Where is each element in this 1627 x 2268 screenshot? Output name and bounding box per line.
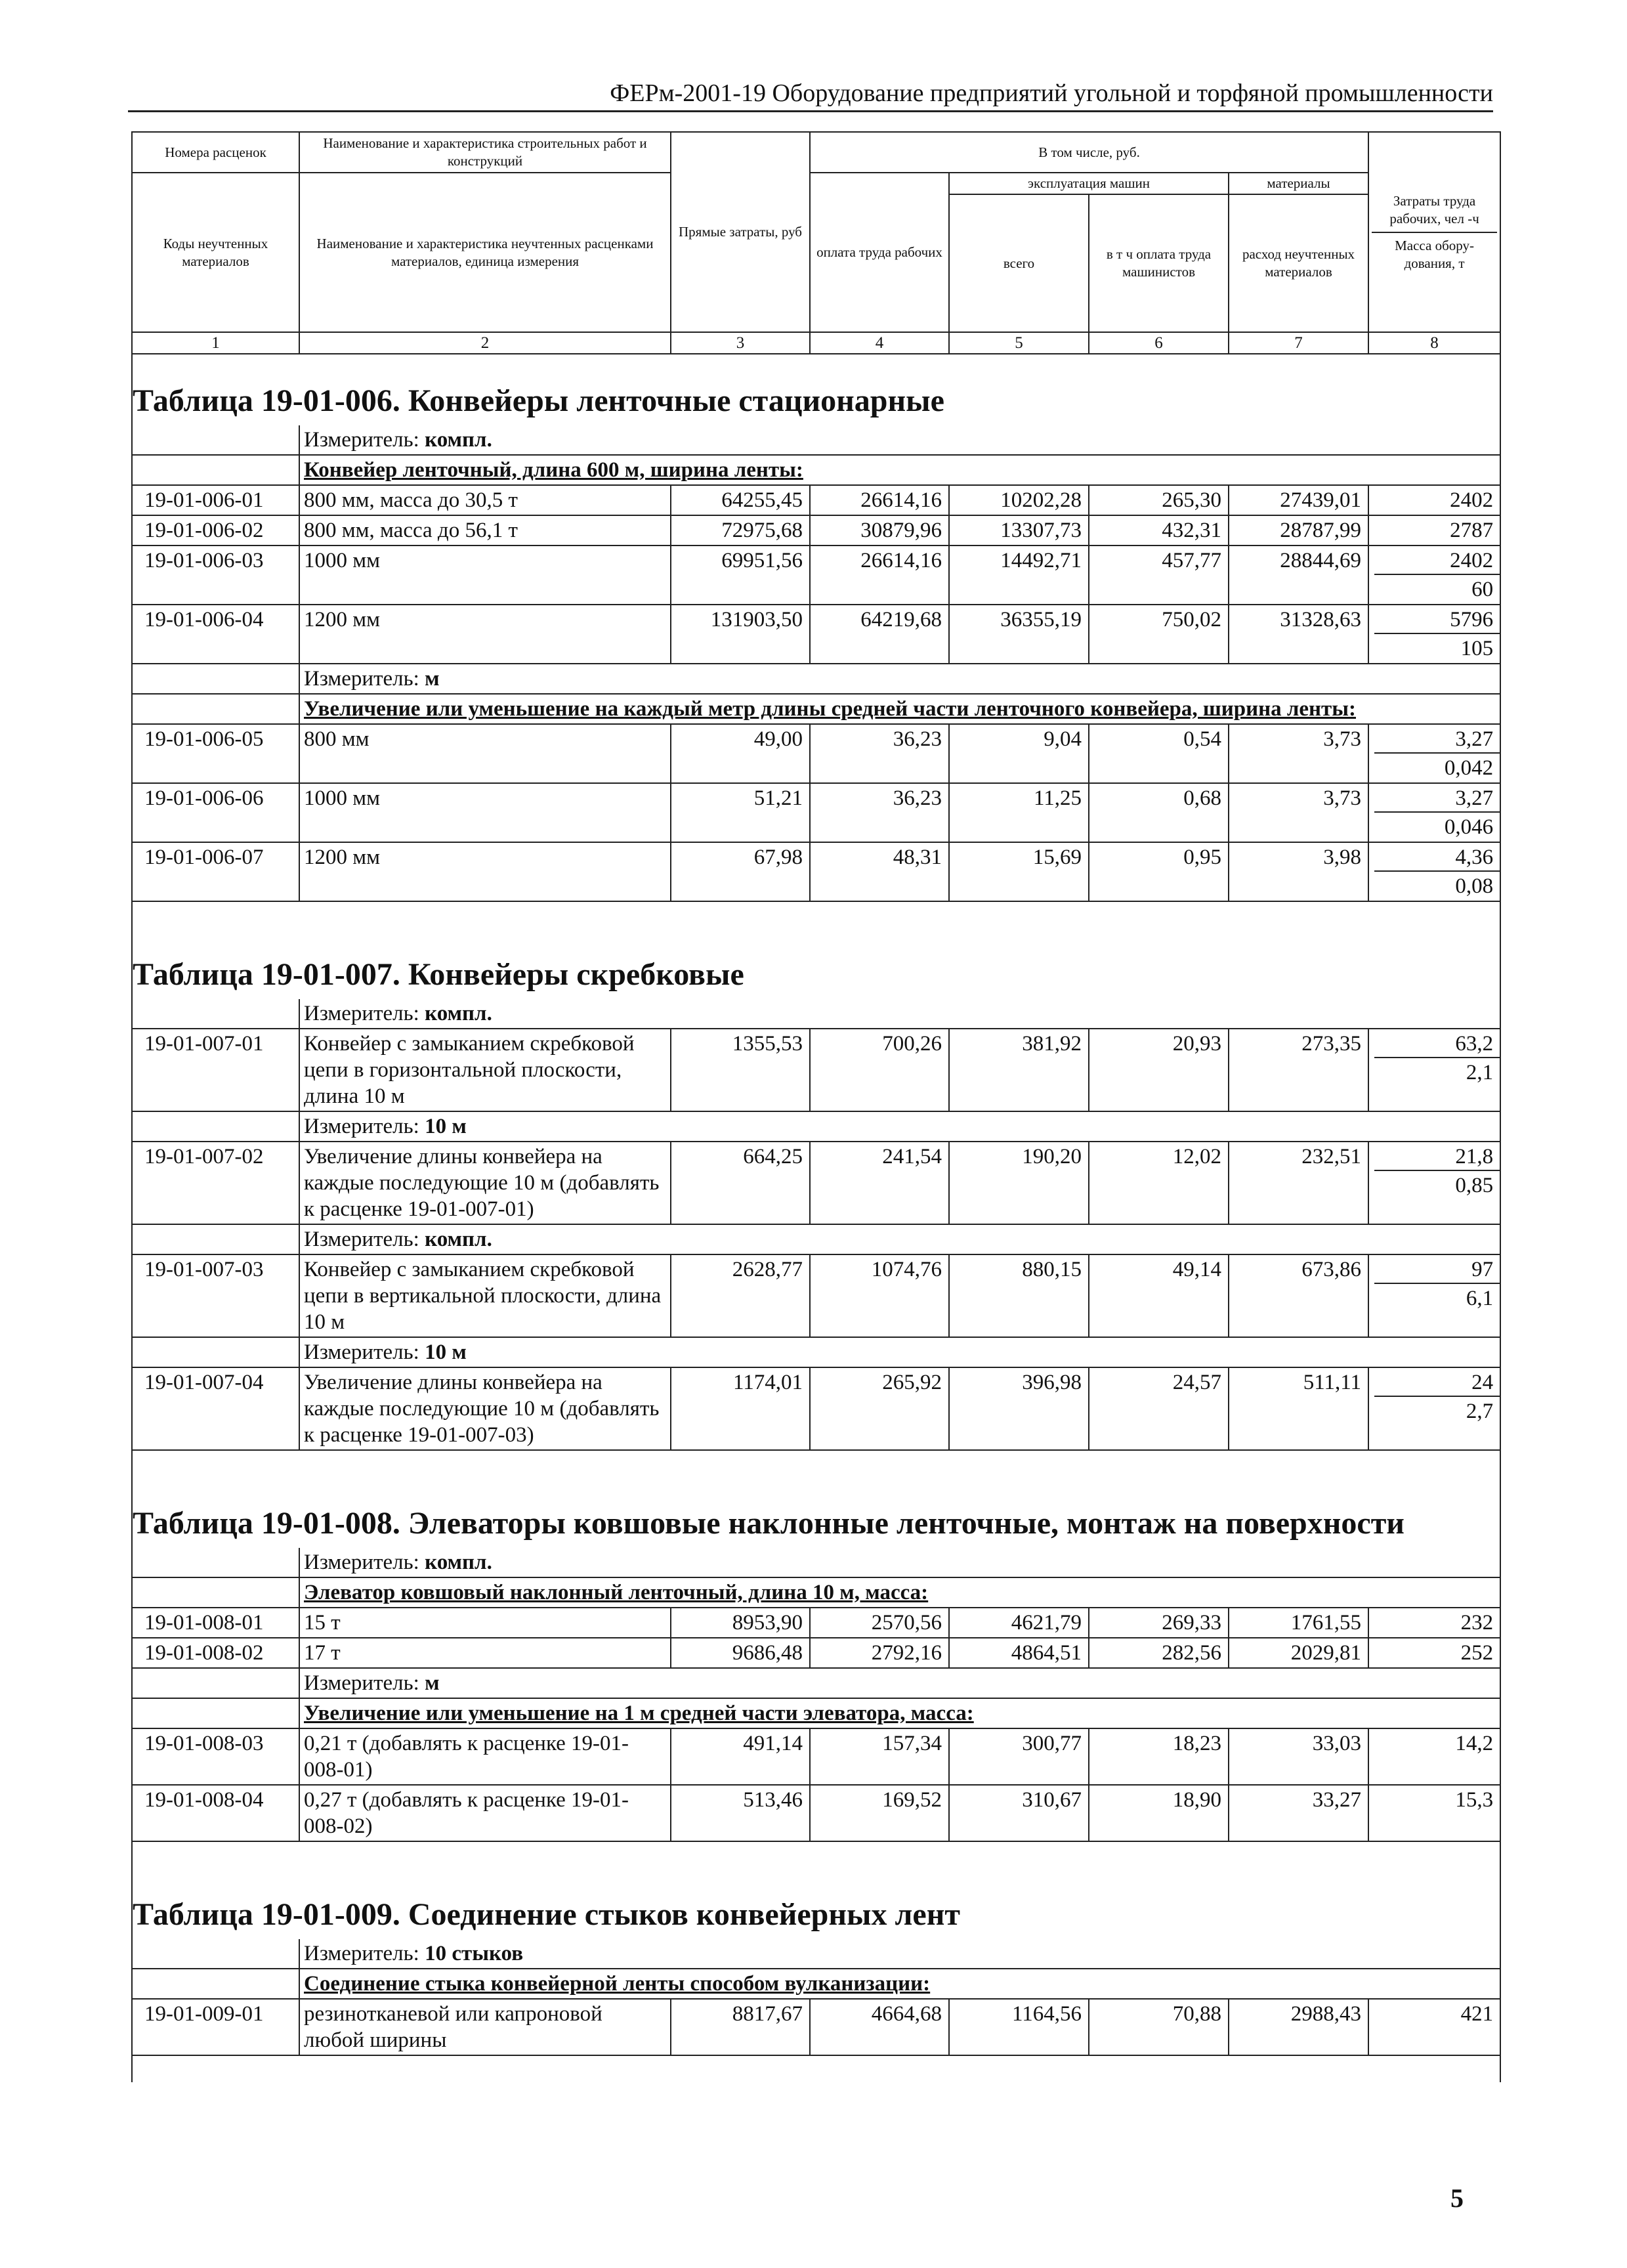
group-spacer xyxy=(132,694,299,724)
machinists-pay: 265,30 xyxy=(1089,485,1229,515)
materials-cost: 1761,55 xyxy=(1229,1608,1368,1638)
labor-hours: 97 xyxy=(1374,1255,1500,1284)
direct-costs: 67,98 xyxy=(671,842,810,901)
machinists-pay: 750,02 xyxy=(1089,605,1229,664)
group-label: Увеличение или уменьшение на каждый метр длины средней части ленточного конвейера, ширина ленты: xyxy=(299,694,1500,724)
labor-pay: 36,23 xyxy=(810,783,949,842)
table-row xyxy=(132,1999,1500,2055)
machines-total: 10202,28 xyxy=(949,485,1089,515)
column-number-cell: 4 xyxy=(810,332,949,354)
group-spacer xyxy=(132,1577,299,1608)
group-label: Увеличение или уменьшение на 1 м средней части элеватора, масса: xyxy=(299,1698,1500,1728)
col1-top-header: Номера расценок xyxy=(132,132,299,173)
section-spacer-cell xyxy=(132,2055,1500,2082)
rate-code: 19-01-006-01 xyxy=(132,485,299,515)
group-spacer xyxy=(132,455,299,485)
direct-costs: 64255,45 xyxy=(671,485,810,515)
table-title-row xyxy=(132,354,1500,425)
measure-unit: компл. xyxy=(425,1002,492,1025)
col5-header: всего xyxy=(949,194,1089,332)
column-number-cell: 2 xyxy=(299,332,671,354)
labor-mass-cell xyxy=(1368,485,1500,515)
col6-header: в т ч оплата труда машинистов xyxy=(1089,194,1229,332)
labor-pay: 64219,68 xyxy=(810,605,949,664)
equipment-mass: 0,08 xyxy=(1455,874,1494,898)
machines-total: 310,67 xyxy=(949,1785,1089,1841)
col2-bottom-header: Наименование и характеристика неучтенных расценками материалов, единица измерения xyxy=(299,173,671,332)
rate-name: резинотканевой или капроновой любой ширины xyxy=(299,1999,671,2055)
direct-costs: 8953,90 xyxy=(671,1608,810,1638)
col8-bottom: Масса обору- дования, т xyxy=(1395,237,1474,271)
labor-mass-cell xyxy=(1368,1999,1500,2055)
rate-code: 19-01-008-02 xyxy=(132,1638,299,1668)
labor-mass-cell xyxy=(1368,605,1500,664)
measure-row xyxy=(132,664,1500,694)
measure-row xyxy=(132,999,1500,1029)
labor-mass-cell xyxy=(1368,724,1500,783)
machines-total: 4621,79 xyxy=(949,1608,1089,1638)
measure-unit: компл. xyxy=(425,1551,492,1574)
rate-code: 19-01-009-01 xyxy=(132,1999,299,2055)
group-label: Элеватор ковшовый наклонный ленточный, длина 10 м, масса: xyxy=(299,1577,1500,1608)
machinists-pay: 24,57 xyxy=(1089,1367,1229,1450)
labor-mass-cell xyxy=(1368,783,1500,842)
table-row xyxy=(132,1728,1500,1785)
column-number-cell: 6 xyxy=(1089,332,1229,354)
machinists-pay: 0,95 xyxy=(1089,842,1229,901)
measure-label xyxy=(299,999,1500,1029)
measure-label-text: Измеритель: xyxy=(304,1115,425,1138)
machines-total: 396,98 xyxy=(949,1367,1089,1450)
table-row xyxy=(132,485,1500,515)
materials-cost: 673,86 xyxy=(1229,1254,1368,1337)
column-header-table xyxy=(131,131,1501,354)
measure-spacer xyxy=(132,664,299,694)
machinists-pay: 457,77 xyxy=(1089,546,1229,605)
rate-code: 19-01-008-01 xyxy=(132,1608,299,1638)
col3-header: Прямые затраты, руб xyxy=(671,132,810,332)
measure-spacer xyxy=(132,1224,299,1254)
measure-unit: компл. xyxy=(425,428,492,452)
labor-hours: 232 xyxy=(1460,1611,1494,1635)
rate-code: 19-01-007-03 xyxy=(132,1254,299,1337)
measure-row xyxy=(132,1939,1500,1969)
rate-name: Увеличение длины конвейера на каждые последующие 10 м (добавлять к расценке 19-01-007-03) xyxy=(299,1367,671,1450)
measure-unit: м xyxy=(425,667,440,691)
labor-pay: 700,26 xyxy=(810,1029,949,1111)
table-row xyxy=(132,842,1500,901)
labor-pay: 2570,56 xyxy=(810,1608,949,1638)
measure-unit: компл. xyxy=(425,1228,492,1251)
group-spacer xyxy=(132,1969,299,1999)
group-label: Конвейер ленточный, длина 600 м, ширина ленты: xyxy=(299,455,1500,485)
measure-row xyxy=(132,1337,1500,1367)
rate-name: Конвейер с замыканием скребковой цепи в горизонтальной плоскости, длина 10 м xyxy=(299,1029,671,1111)
column-number-cell: 3 xyxy=(671,332,810,354)
labor-mass-cell xyxy=(1368,515,1500,546)
machines-total: 880,15 xyxy=(949,1254,1089,1337)
table-row xyxy=(132,605,1500,664)
group-spacer xyxy=(132,1698,299,1728)
rate-name: Конвейер с замыканием скребковой цепи в вертикальной плоскости, длина 10 м xyxy=(299,1254,671,1337)
table-row xyxy=(132,1254,1500,1337)
machinists-pay: 282,56 xyxy=(1089,1638,1229,1668)
materials-cost: 273,35 xyxy=(1229,1029,1368,1111)
measure-label-text: Измеритель: xyxy=(304,1228,425,1251)
equipment-mass: 0,042 xyxy=(1444,756,1494,780)
table-row xyxy=(132,1785,1500,1841)
rate-code: 19-01-007-02 xyxy=(132,1142,299,1224)
machinists-pay: 20,93 xyxy=(1089,1029,1229,1111)
measure-label-text: Измеритель: xyxy=(304,667,425,691)
materials-cost: 2029,81 xyxy=(1229,1638,1368,1668)
machinists-pay: 12,02 xyxy=(1089,1142,1229,1224)
rate-code: 19-01-006-04 xyxy=(132,605,299,664)
equipment-mass: 60 xyxy=(1471,578,1494,601)
direct-costs: 2628,77 xyxy=(671,1254,810,1337)
labor-pay: 48,31 xyxy=(810,842,949,901)
labor-hours: 5796 xyxy=(1374,605,1500,634)
measure-unit: 10 м xyxy=(425,1115,467,1138)
machines-total: 14492,71 xyxy=(949,546,1089,605)
machines-total: 4864,51 xyxy=(949,1638,1089,1668)
measure-label-text: Измеритель: xyxy=(304,1340,425,1364)
rate-code: 19-01-008-03 xyxy=(132,1728,299,1785)
machines-total: 13307,73 xyxy=(949,515,1089,546)
materials-cost: 28844,69 xyxy=(1229,546,1368,605)
labor-hours: 2402 xyxy=(1374,546,1500,575)
labor-pay: 30879,96 xyxy=(810,515,949,546)
col8-top: Затраты труда рабочих, чел -ч xyxy=(1372,190,1497,233)
measure-spacer xyxy=(132,1939,299,1969)
labor-hours: 252 xyxy=(1460,1641,1494,1665)
labor-hours: 15,3 xyxy=(1455,1788,1494,1812)
materials-cost: 3,98 xyxy=(1229,842,1368,901)
measure-label xyxy=(299,1337,1500,1367)
page-number: 5 xyxy=(1450,2183,1464,2213)
measure-label-text: Измеритель: xyxy=(304,428,425,452)
group-row xyxy=(132,1577,1500,1608)
materials-header: материалы xyxy=(1229,173,1368,194)
materials-cost: 511,11 xyxy=(1229,1367,1368,1450)
labor-pay: 4664,68 xyxy=(810,1999,949,2055)
rate-name: 0,27 т (добавлять к расценке 19-01-008-02) xyxy=(299,1785,671,1841)
column-number-cell: 1 xyxy=(132,332,299,354)
labor-mass-cell xyxy=(1368,1608,1500,1638)
labor-pay: 1074,76 xyxy=(810,1254,949,1337)
col1-bottom-header: Коды неучтенных материалов xyxy=(132,173,299,332)
measure-label-text: Измеритель: xyxy=(304,1942,425,1965)
table-row xyxy=(132,724,1500,783)
rate-name: 800 мм, масса до 30,5 т xyxy=(299,485,671,515)
measure-unit: 10 м xyxy=(425,1340,467,1364)
labor-hours: 421 xyxy=(1460,2002,1494,2026)
measure-row xyxy=(132,1668,1500,1698)
measure-spacer xyxy=(132,425,299,455)
direct-costs: 51,21 xyxy=(671,783,810,842)
direct-costs: 131903,50 xyxy=(671,605,810,664)
materials-cost: 3,73 xyxy=(1229,724,1368,783)
measure-label xyxy=(299,664,1500,694)
group-row xyxy=(132,694,1500,724)
incl-group-header: В том числе, руб. xyxy=(810,132,1368,173)
labor-mass-cell xyxy=(1368,1254,1500,1337)
measure-label xyxy=(299,1939,1500,1969)
measure-row xyxy=(132,1111,1500,1142)
measure-label xyxy=(299,1548,1500,1577)
labor-hours: 21,8 xyxy=(1374,1142,1500,1171)
section-spacer xyxy=(132,901,1500,928)
labor-pay: 265,92 xyxy=(810,1367,949,1450)
table-title: Таблица 19-01-009. Соединение стыков конвейерных лент xyxy=(132,1868,1500,1939)
table-title-row xyxy=(132,1868,1500,1939)
rate-name: Увеличение длины конвейера на каждые последующие 10 м (добавлять к расценке 19-01-007-01) xyxy=(299,1142,671,1224)
measure-spacer xyxy=(132,1111,299,1142)
labor-mass-cell xyxy=(1368,842,1500,901)
column-number-cell: 5 xyxy=(949,332,1089,354)
rate-code: 19-01-006-05 xyxy=(132,724,299,783)
direct-costs: 513,46 xyxy=(671,1785,810,1841)
table-row xyxy=(132,1608,1500,1638)
table-row xyxy=(132,515,1500,546)
table-row xyxy=(132,546,1500,605)
rate-code: 19-01-007-04 xyxy=(132,1367,299,1450)
machinists-pay: 432,31 xyxy=(1089,515,1229,546)
rate-code: 19-01-006-02 xyxy=(132,515,299,546)
materials-cost: 232,51 xyxy=(1229,1142,1368,1224)
col7-header: расход неучтенных материалов xyxy=(1229,194,1368,332)
table-row xyxy=(132,1029,1500,1111)
section-spacer xyxy=(132,1841,1500,1868)
labor-hours: 2402 xyxy=(1450,488,1494,512)
materials-cost: 33,27 xyxy=(1229,1785,1368,1841)
machines-total: 9,04 xyxy=(949,724,1089,783)
rate-code: 19-01-007-01 xyxy=(132,1029,299,1111)
labor-hours: 24 xyxy=(1374,1368,1500,1397)
equipment-mass: 6,1 xyxy=(1466,1287,1494,1310)
measure-spacer xyxy=(132,999,299,1029)
labor-hours: 2787 xyxy=(1450,519,1494,542)
materials-cost: 31328,63 xyxy=(1229,605,1368,664)
labor-hours: 14,2 xyxy=(1455,1732,1494,1755)
measure-label xyxy=(299,1668,1500,1698)
materials-cost: 28787,99 xyxy=(1229,515,1368,546)
table-row xyxy=(132,1142,1500,1224)
equipment-mass: 105 xyxy=(1460,637,1494,660)
direct-costs: 69951,56 xyxy=(671,546,810,605)
equipment-mass: 0,85 xyxy=(1455,1174,1494,1197)
measure-label xyxy=(299,1111,1500,1142)
group-row xyxy=(132,1969,1500,1999)
rates-table xyxy=(131,354,1501,2082)
materials-cost: 27439,01 xyxy=(1229,485,1368,515)
direct-costs: 9686,48 xyxy=(671,1638,810,1668)
rate-code: 19-01-006-06 xyxy=(132,783,299,842)
table-title: Таблица 19-01-008. Элеваторы ковшовые наклонные ленточные, монтаж на поверхности xyxy=(132,1477,1500,1548)
rate-code: 19-01-006-03 xyxy=(132,546,299,605)
direct-costs: 49,00 xyxy=(671,724,810,783)
column-number-cell: 7 xyxy=(1229,332,1368,354)
labor-pay: 2792,16 xyxy=(810,1638,949,1668)
table-row xyxy=(132,783,1500,842)
labor-mass-cell xyxy=(1368,1029,1500,1111)
rate-code: 19-01-008-04 xyxy=(132,1785,299,1841)
group-row xyxy=(132,1698,1500,1728)
measure-spacer xyxy=(132,1337,299,1367)
equipment-mass: 2,7 xyxy=(1466,1400,1494,1423)
rate-name: 1200 мм xyxy=(299,605,671,664)
machines-header: эксплуатация машин xyxy=(949,173,1229,194)
machinists-pay: 49,14 xyxy=(1089,1254,1229,1337)
labor-mass-cell xyxy=(1368,1785,1500,1841)
measure-unit: м xyxy=(425,1671,440,1695)
labor-pay: 169,52 xyxy=(810,1785,949,1841)
rate-name: 0,21 т (добавлять к расценке 19-01-008-01) xyxy=(299,1728,671,1785)
labor-hours: 4,36 xyxy=(1374,843,1500,872)
direct-costs: 8817,67 xyxy=(671,1999,810,2055)
col4-header: оплата труда рабочих xyxy=(810,173,949,332)
machines-total: 15,69 xyxy=(949,842,1089,901)
rate-code: 19-01-006-07 xyxy=(132,842,299,901)
machines-total: 381,92 xyxy=(949,1029,1089,1111)
labor-mass-cell xyxy=(1368,1638,1500,1668)
equipment-mass: 2,1 xyxy=(1466,1061,1494,1084)
labor-pay: 241,54 xyxy=(810,1142,949,1224)
rate-name: 1000 мм xyxy=(299,783,671,842)
section-spacer-cell xyxy=(132,1450,1500,1477)
section-spacer-cell xyxy=(132,1841,1500,1868)
direct-costs: 1355,53 xyxy=(671,1029,810,1111)
labor-pay: 26614,16 xyxy=(810,546,949,605)
machines-total: 11,25 xyxy=(949,783,1089,842)
measure-row xyxy=(132,425,1500,455)
materials-cost: 2988,43 xyxy=(1229,1999,1368,2055)
machinists-pay: 70,88 xyxy=(1089,1999,1229,2055)
table-title: Таблица 19-01-007. Конвейеры скребковые xyxy=(132,928,1500,999)
labor-hours: 63,2 xyxy=(1374,1029,1500,1058)
equipment-mass: 0,046 xyxy=(1444,815,1494,839)
labor-pay: 36,23 xyxy=(810,724,949,783)
rate-name: 1000 мм xyxy=(299,546,671,605)
direct-costs: 72975,68 xyxy=(671,515,810,546)
direct-costs: 1174,01 xyxy=(671,1367,810,1450)
measure-row xyxy=(132,1548,1500,1577)
machines-total: 300,77 xyxy=(949,1728,1089,1785)
measure-spacer xyxy=(132,1548,299,1577)
rate-name: 15 т xyxy=(299,1608,671,1638)
column-number-cell: 8 xyxy=(1368,332,1500,354)
machinists-pay: 0,68 xyxy=(1089,783,1229,842)
table-title-row xyxy=(132,1477,1500,1548)
rate-name: 1200 мм xyxy=(299,842,671,901)
labor-hours: 3,27 xyxy=(1374,725,1500,754)
col2-top-header: Наименование и характеристика строительных работ и конструкций xyxy=(299,132,671,173)
measure-label-text: Измеритель: xyxy=(304,1551,425,1574)
measure-spacer xyxy=(132,1668,299,1698)
measure-row xyxy=(132,1224,1500,1254)
rate-name: 17 т xyxy=(299,1638,671,1668)
group-label: Соединение стыка конвейерной ленты способом вулканизации: xyxy=(299,1969,1500,1999)
col8-header xyxy=(1368,132,1500,332)
section-spacer-cell xyxy=(132,901,1500,928)
materials-cost: 33,03 xyxy=(1229,1728,1368,1785)
direct-costs: 491,14 xyxy=(671,1728,810,1785)
table-row xyxy=(132,1638,1500,1668)
table-row xyxy=(132,1367,1500,1450)
machinists-pay: 18,90 xyxy=(1089,1785,1229,1841)
machinists-pay: 18,23 xyxy=(1089,1728,1229,1785)
labor-pay: 157,34 xyxy=(810,1728,949,1785)
labor-mass-cell xyxy=(1368,546,1500,605)
page-header: ФЕРм-2001-19 Оборудование предприятий угольной и торфяной промышленности xyxy=(128,79,1493,112)
measure-label-text: Измеритель: xyxy=(304,1671,425,1695)
rates-document xyxy=(131,131,1500,2082)
machines-total: 1164,56 xyxy=(949,1999,1089,2055)
section-spacer xyxy=(132,1450,1500,1477)
machines-total: 36355,19 xyxy=(949,605,1089,664)
table-title-row xyxy=(132,928,1500,999)
section-spacer xyxy=(132,2055,1500,2082)
rate-name: 800 мм xyxy=(299,724,671,783)
direct-costs: 664,25 xyxy=(671,1142,810,1224)
labor-mass-cell xyxy=(1368,1142,1500,1224)
measure-unit: 10 стыков xyxy=(425,1942,524,1965)
materials-cost: 3,73 xyxy=(1229,783,1368,842)
rate-name: 800 мм, масса до 56,1 т xyxy=(299,515,671,546)
labor-hours: 3,27 xyxy=(1374,784,1500,813)
table-title: Таблица 19-01-006. Конвейеры ленточные стационарные xyxy=(132,354,1500,425)
labor-mass-cell xyxy=(1368,1367,1500,1450)
measure-label-text: Измеритель: xyxy=(304,1002,425,1025)
machinists-pay: 269,33 xyxy=(1089,1608,1229,1638)
machines-total: 190,20 xyxy=(949,1142,1089,1224)
machinists-pay: 0,54 xyxy=(1089,724,1229,783)
group-row xyxy=(132,455,1500,485)
measure-label xyxy=(299,425,1500,455)
labor-pay: 26614,16 xyxy=(810,485,949,515)
labor-mass-cell xyxy=(1368,1728,1500,1785)
measure-label xyxy=(299,1224,1500,1254)
